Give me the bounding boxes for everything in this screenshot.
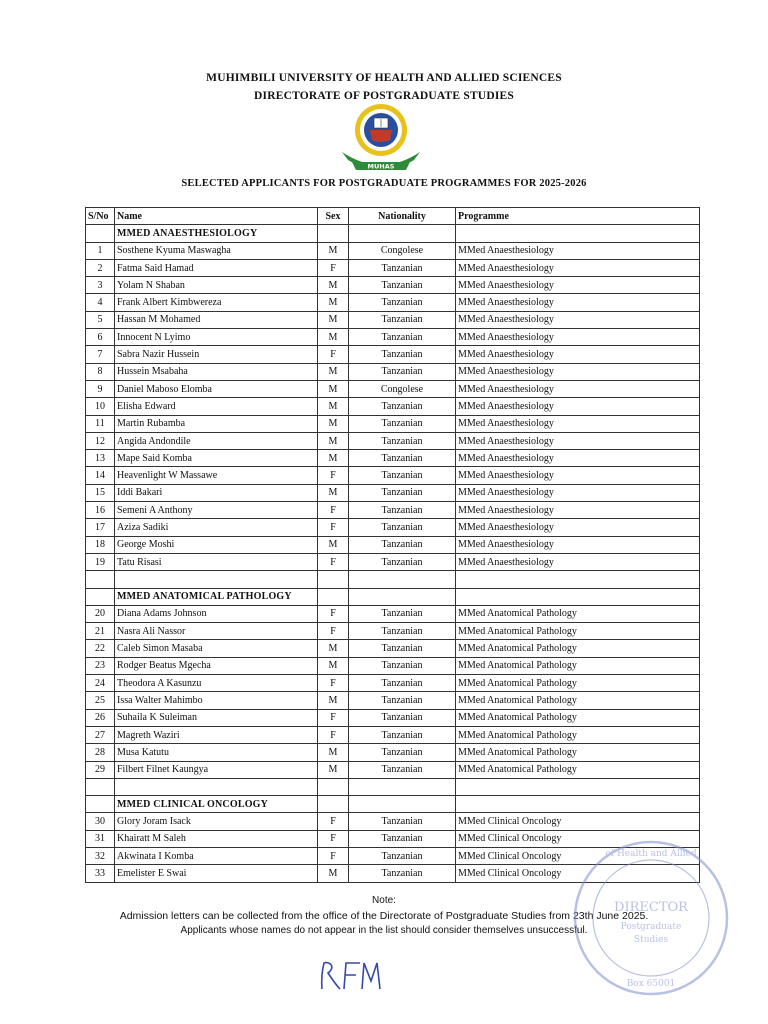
sex-cell: M (318, 536, 349, 553)
table-row (86, 363, 700, 380)
name-cell: Akwinata I Komba (115, 847, 318, 864)
note-line-2: Applicants whose names do not appear in the list should consider themselves unsuccessful. (180, 925, 588, 936)
nationality-cell: Tanzanian (349, 675, 456, 692)
sex-cell: F (318, 605, 349, 622)
serial-number-cell: 24 (86, 675, 115, 692)
table-row (86, 536, 700, 553)
sex-cell: M (318, 329, 349, 346)
sex-cell: F (318, 675, 349, 692)
name-cell: Aziza Sadiki (115, 519, 318, 536)
table-row (86, 329, 700, 346)
table-row (86, 294, 700, 311)
sex-cell: F (318, 346, 349, 363)
svg-text:of Health and Allied: of Health and Allied (605, 849, 697, 859)
table-row (86, 519, 700, 536)
table-row (86, 709, 700, 726)
table-row (86, 346, 700, 363)
serial-number-cell: 16 (86, 502, 115, 519)
serial-number-cell: 13 (86, 450, 115, 467)
nationality-cell: Tanzanian (349, 813, 456, 830)
serial-number-cell: 29 (86, 761, 115, 778)
programme-cell: MMed Anatomical Pathology (456, 692, 700, 709)
sex-cell: F (318, 813, 349, 830)
serial-number-cell: 28 (86, 744, 115, 761)
programme-cell: MMed Clinical Oncology (456, 830, 700, 847)
name-cell: Rodger Beatus Mgecha (115, 657, 318, 674)
empty-cell (115, 778, 318, 795)
table-row (86, 415, 700, 432)
programme-cell: MMed Anaesthesiology (456, 329, 700, 346)
svg-text:Box 65001: Box 65001 (626, 979, 676, 989)
nationality-cell: Tanzanian (349, 467, 456, 484)
serial-number-cell: 25 (86, 692, 115, 709)
empty-cell (349, 778, 456, 795)
serial-number-cell: 17 (86, 519, 115, 536)
serial-number-cell: 18 (86, 536, 115, 553)
table-row (86, 432, 700, 449)
table-row (86, 259, 700, 276)
empty-cell (456, 225, 700, 242)
nationality-cell: Congolese (349, 380, 456, 397)
section-heading: MMED CLINICAL ONCOLOGY (115, 796, 318, 813)
table-row (86, 813, 700, 830)
name-cell: Diana Adams Johnson (115, 605, 318, 622)
serial-number-cell: 5 (86, 311, 115, 328)
serial-number-cell: 20 (86, 605, 115, 622)
table-header-row (86, 208, 700, 225)
name-cell: Heavenlight W Massawe (115, 467, 318, 484)
nationality-cell: Tanzanian (349, 536, 456, 553)
nationality-cell: Tanzanian (349, 502, 456, 519)
name-cell: Daniel Maboso Elomba (115, 380, 318, 397)
nationality-cell: Tanzanian (349, 709, 456, 726)
section-heading: MMED ANATOMICAL PATHOLOGY (115, 588, 318, 605)
spacer-row (86, 778, 700, 795)
serial-number-cell: 26 (86, 709, 115, 726)
nationality-cell: Tanzanian (349, 726, 456, 743)
name-cell: Hussein Msabaha (115, 363, 318, 380)
nationality-cell: Tanzanian (349, 484, 456, 501)
table-row (86, 675, 700, 692)
sex-cell: M (318, 640, 349, 657)
name-cell: Magreth Waziri (115, 726, 318, 743)
nationality-cell: Tanzanian (349, 657, 456, 674)
nationality-cell: Tanzanian (349, 519, 456, 536)
nationality-cell: Congolese (349, 242, 456, 259)
svg-text:Postgraduate: Postgraduate (620, 922, 682, 932)
note-label: Note: (372, 895, 396, 906)
name-cell: Khairatt M Saleh (115, 830, 318, 847)
muhas-logo (334, 100, 428, 176)
name-cell: Emelister E Swai (115, 865, 318, 882)
col-nationality-header: Nationality (349, 208, 456, 225)
table-row (86, 467, 700, 484)
programme-cell: MMed Anatomical Pathology (456, 709, 700, 726)
serial-number-cell: 10 (86, 398, 115, 415)
table-row (86, 484, 700, 501)
empty-cell (456, 571, 700, 588)
signature (316, 955, 386, 995)
logo-text: MUHAS (367, 162, 395, 171)
svg-text:Studies: Studies (633, 935, 669, 945)
sex-cell: M (318, 761, 349, 778)
nationality-cell: Tanzanian (349, 847, 456, 864)
sex-cell: M (318, 657, 349, 674)
university-name: MUHIMBILI UNIVERSITY OF HEALTH AND ALLIED SCIENCES (206, 72, 562, 84)
programme-cell: MMed Anaesthesiology (456, 242, 700, 259)
applicants-table (85, 207, 700, 883)
serial-number-cell: 23 (86, 657, 115, 674)
table-row (86, 398, 700, 415)
official-stamp (566, 836, 736, 1001)
name-cell: Tatu Risasi (115, 553, 318, 570)
programme-cell: MMed Anaesthesiology (456, 536, 700, 553)
sex-cell: M (318, 692, 349, 709)
serial-number-cell: 22 (86, 640, 115, 657)
serial-number-cell: 15 (86, 484, 115, 501)
empty-cell (318, 225, 349, 242)
programme-cell: MMed Anatomical Pathology (456, 623, 700, 640)
empty-cell (86, 225, 115, 242)
programme-cell: MMed Anatomical Pathology (456, 744, 700, 761)
section-heading-row (86, 796, 700, 813)
programme-cell: MMed Anaesthesiology (456, 484, 700, 501)
sex-cell: M (318, 398, 349, 415)
name-cell: Sabra Nazir Hussein (115, 346, 318, 363)
col-sno-header: S/No (86, 208, 115, 225)
empty-cell (349, 588, 456, 605)
empty-cell (456, 778, 700, 795)
nationality-cell: Tanzanian (349, 277, 456, 294)
sex-cell: M (318, 311, 349, 328)
serial-number-cell: 11 (86, 415, 115, 432)
col-name-header: Name (115, 208, 318, 225)
empty-cell (115, 571, 318, 588)
programme-cell: MMed Anaesthesiology (456, 432, 700, 449)
section-heading-row (86, 225, 700, 242)
empty-cell (86, 571, 115, 588)
sex-cell: M (318, 450, 349, 467)
nationality-cell: Tanzanian (349, 605, 456, 622)
col-programme-header: Programme (456, 208, 700, 225)
sex-cell: F (318, 847, 349, 864)
table-row (86, 640, 700, 657)
empty-cell (349, 571, 456, 588)
table-row (86, 726, 700, 743)
table-row (86, 277, 700, 294)
programme-cell: MMed Anaesthesiology (456, 380, 700, 397)
empty-cell (86, 778, 115, 795)
programme-cell: MMed Anatomical Pathology (456, 657, 700, 674)
name-cell: Yolam N Shaban (115, 277, 318, 294)
section-heading: MMED ANAESTHESIOLOGY (115, 225, 318, 242)
programme-cell: MMed Anaesthesiology (456, 346, 700, 363)
empty-cell (318, 796, 349, 813)
table-row (86, 605, 700, 622)
name-cell: Filbert Filnet Kaungya (115, 761, 318, 778)
sex-cell: M (318, 380, 349, 397)
sex-cell: M (318, 744, 349, 761)
name-cell: George Moshi (115, 536, 318, 553)
nationality-cell: Tanzanian (349, 311, 456, 328)
empty-cell (318, 571, 349, 588)
name-cell: Musa Katutu (115, 744, 318, 761)
svg-text:DIRECTOR: DIRECTOR (614, 900, 688, 915)
programme-cell: MMed Clinical Oncology (456, 813, 700, 830)
nationality-cell: Tanzanian (349, 259, 456, 276)
sex-cell: F (318, 830, 349, 847)
table-row (86, 311, 700, 328)
nationality-cell: Tanzanian (349, 744, 456, 761)
nationality-cell: Tanzanian (349, 415, 456, 432)
nationality-cell: Tanzanian (349, 346, 456, 363)
name-cell: Frank Albert Kimbwereza (115, 294, 318, 311)
table-row (86, 657, 700, 674)
table-row (86, 623, 700, 640)
name-cell: Fatma Said Hamad (115, 259, 318, 276)
name-cell: Glory Joram Isack (115, 813, 318, 830)
sex-cell: M (318, 363, 349, 380)
serial-number-cell: 3 (86, 277, 115, 294)
programme-cell: MMed Anaesthesiology (456, 519, 700, 536)
programme-cell: MMed Anaesthesiology (456, 294, 700, 311)
serial-number-cell: 8 (86, 363, 115, 380)
sex-cell: M (318, 242, 349, 259)
serial-number-cell: 9 (86, 380, 115, 397)
name-cell: Martin Rubamba (115, 415, 318, 432)
programme-cell: MMed Anatomical Pathology (456, 605, 700, 622)
name-cell: Sosthene Kyuma Maswagha (115, 242, 318, 259)
sex-cell: F (318, 519, 349, 536)
sex-cell: M (318, 484, 349, 501)
nationality-cell: Tanzanian (349, 553, 456, 570)
serial-number-cell: 7 (86, 346, 115, 363)
programme-cell: MMed Anaesthesiology (456, 363, 700, 380)
programme-cell: MMed Anatomical Pathology (456, 761, 700, 778)
nationality-cell: Tanzanian (349, 640, 456, 657)
programme-cell: MMed Clinical Oncology (456, 865, 700, 882)
name-cell: Theodora A Kasunzu (115, 675, 318, 692)
serial-number-cell: 27 (86, 726, 115, 743)
name-cell: Mape Said Komba (115, 450, 318, 467)
name-cell: Innocent N Lyimo (115, 329, 318, 346)
table-row (86, 502, 700, 519)
empty-cell (318, 778, 349, 795)
nationality-cell: Tanzanian (349, 450, 456, 467)
table-row (86, 450, 700, 467)
sex-cell: F (318, 623, 349, 640)
sex-cell: M (318, 294, 349, 311)
serial-number-cell: 14 (86, 467, 115, 484)
nationality-cell: Tanzanian (349, 692, 456, 709)
serial-number-cell: 2 (86, 259, 115, 276)
programme-cell: MMed Anaesthesiology (456, 467, 700, 484)
sex-cell: F (318, 726, 349, 743)
empty-cell (456, 796, 700, 813)
directorate-name: DIRECTORATE OF POSTGRADUATE STUDIES (254, 90, 514, 102)
programme-cell: MMed Anatomical Pathology (456, 726, 700, 743)
name-cell: Nasra Ali Nassor (115, 623, 318, 640)
document-title: SELECTED APPLICANTS FOR POSTGRADUATE PROGRAMMES FOR 2025-2026 (181, 178, 587, 189)
serial-number-cell: 19 (86, 553, 115, 570)
col-sex-header: Sex (318, 208, 349, 225)
name-cell: Caleb Simon Masaba (115, 640, 318, 657)
sex-cell: F (318, 259, 349, 276)
serial-number-cell: 33 (86, 865, 115, 882)
name-cell: Issa Walter Mahimbo (115, 692, 318, 709)
programme-cell: MMed Anaesthesiology (456, 553, 700, 570)
programme-cell: MMed Anaesthesiology (456, 277, 700, 294)
serial-number-cell: 31 (86, 830, 115, 847)
empty-cell (86, 588, 115, 605)
nationality-cell: Tanzanian (349, 398, 456, 415)
nationality-cell: Tanzanian (349, 761, 456, 778)
programme-cell: MMed Anaesthesiology (456, 450, 700, 467)
table-body (86, 225, 700, 882)
name-cell: Suhaila K Suleiman (115, 709, 318, 726)
sex-cell: F (318, 467, 349, 484)
nationality-cell: Tanzanian (349, 363, 456, 380)
sex-cell: F (318, 553, 349, 570)
empty-cell (349, 225, 456, 242)
nationality-cell: Tanzanian (349, 432, 456, 449)
sex-cell: F (318, 709, 349, 726)
note-line-1: Admission letters can be collected from the office of the Directorate of Postgraduate Studies from 23th June 2025. (119, 910, 649, 922)
serial-number-cell: 1 (86, 242, 115, 259)
nationality-cell: Tanzanian (349, 865, 456, 882)
programme-cell: MMed Anaesthesiology (456, 311, 700, 328)
sex-cell: M (318, 277, 349, 294)
programme-cell: MMed Anaesthesiology (456, 502, 700, 519)
serial-number-cell: 6 (86, 329, 115, 346)
section-heading-row (86, 588, 700, 605)
empty-cell (456, 588, 700, 605)
serial-number-cell: 32 (86, 847, 115, 864)
name-cell: Hassan M Mohamed (115, 311, 318, 328)
name-cell: Elisha Edward (115, 398, 318, 415)
table-row (86, 761, 700, 778)
serial-number-cell: 21 (86, 623, 115, 640)
programme-cell: MMed Clinical Oncology (456, 847, 700, 864)
nationality-cell: Tanzanian (349, 830, 456, 847)
name-cell: Semeni A Anthony (115, 502, 318, 519)
name-cell: Iddi Bakari (115, 484, 318, 501)
sex-cell: M (318, 432, 349, 449)
name-cell: Angida Andondile (115, 432, 318, 449)
table-row (86, 744, 700, 761)
empty-cell (86, 796, 115, 813)
programme-cell: MMed Anaesthesiology (456, 259, 700, 276)
empty-cell (318, 588, 349, 605)
spacer-row (86, 571, 700, 588)
nationality-cell: Tanzanian (349, 623, 456, 640)
programme-cell: MMed Anaesthesiology (456, 415, 700, 432)
table-row (86, 380, 700, 397)
programme-cell: MMed Anatomical Pathology (456, 675, 700, 692)
sex-cell: M (318, 415, 349, 432)
programme-cell: MMed Anatomical Pathology (456, 640, 700, 657)
programme-cell: MMed Anaesthesiology (456, 398, 700, 415)
empty-cell (349, 796, 456, 813)
table-row (86, 692, 700, 709)
table-row (86, 553, 700, 570)
nationality-cell: Tanzanian (349, 329, 456, 346)
table-row (86, 242, 700, 259)
sex-cell: F (318, 502, 349, 519)
serial-number-cell: 4 (86, 294, 115, 311)
serial-number-cell: 30 (86, 813, 115, 830)
nationality-cell: Tanzanian (349, 294, 456, 311)
serial-number-cell: 12 (86, 432, 115, 449)
sex-cell: M (318, 865, 349, 882)
